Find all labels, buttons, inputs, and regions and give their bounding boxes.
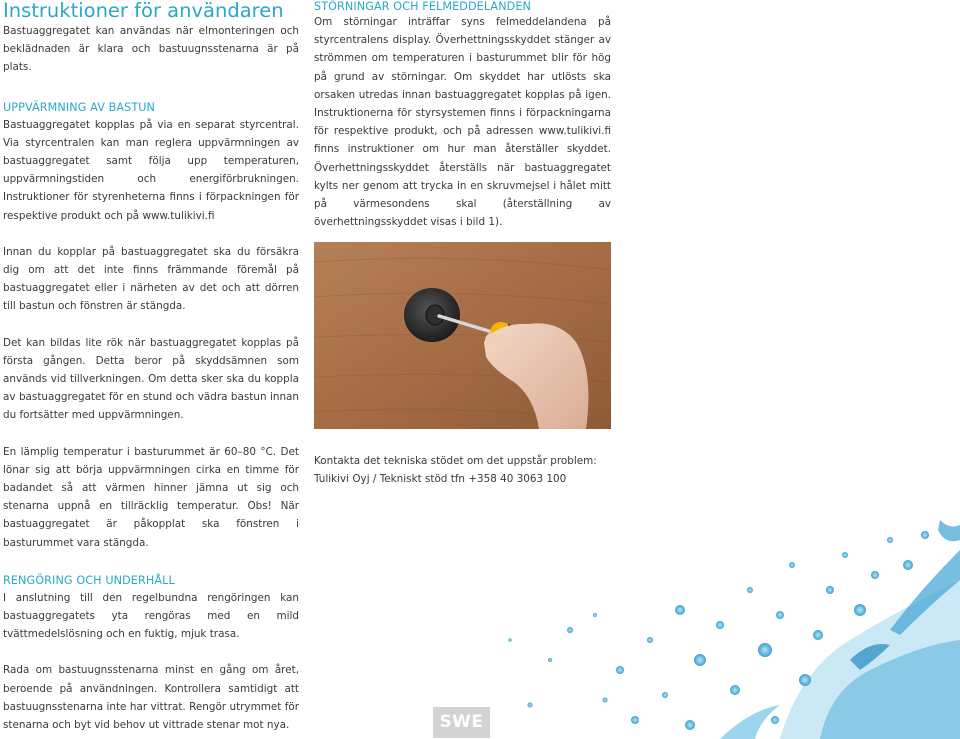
smoke-paragraph: Det kan bildas lite rök när bastuaggregatet kopplas på första gången. Detta beror på skyddsämnen som används vid tillverkningen. Om detta sker ska du koppla av bastuaggregatet för en stund och vädra bastun innan du fortsätter med uppvärmningen. <box>3 336 299 422</box>
cleaning-heading: RENGÖRING OCH UNDERHÅLL <box>3 573 175 587</box>
contact-phone-line: Tulikivi Oyj / Tekniskt stöd tfn +358 40 3063 100 <box>314 473 567 486</box>
figure-1-photo <box>314 242 611 429</box>
left-column <box>3 0 299 734</box>
contact-paragraph: Kontakta det tekniska stödet om det uppstår problem: <box>314 455 597 467</box>
overheat-reset-illustration <box>314 242 611 429</box>
intro-paragraph: Bastuaggregatet kan användas när elmonteringen och beklädnaden är klara och bastuugnsstenarna är på plats. <box>3 25 299 74</box>
temperature-paragraph: En lämplig temperatur i basturummet är 60–80 °C. Det lönar sig att börja uppvärmningen cirka en timme för badandet så att värmen hinner jämna ut sig och stenarna uppnå en tillräcklig temperatur. Obs! När bastuaggregatet är påkopplat ska fönstren i basturummet vara stängda. <box>3 445 299 549</box>
language-badge: SWE <box>433 707 490 738</box>
page-title: Instruktioner för användaren <box>3 0 284 22</box>
stones-paragraph: Rada om bastuugnsstenarna minst en gång om året, beroende på användningen. Kontrollera samtidigt att bastuugnsstenarna inte har vittrat. Rengör utrymmet för stenarna och byt vid behov ut vittrade stenar mot nya. <box>3 664 299 732</box>
faults-paragraph: Om störningar inträffar syns felmeddelandena på styrcentralens display. Överhettningsskyddet stänger av strömmen om temperaturen i basturummet blir för hög på grund av störningar. Om skyddet har utlösts ska orsaken utredas innan bastuaggregatet kopplas på igen. Instruktionerna för styrsystemen finns i förpackningarna för respektive produkt, och på adressen www.tulikivi.fi finns instruktioner om hur man återställer skyddet. Överhettningsskyddet återställs när bastuaggregatet kylts ner genom att trycka in en skruvmejsel i hålet mitt på värmesondens skal (återställning av överhettningsskyddet visas i bild 1). <box>314 16 611 229</box>
heating-paragraph: Bastuaggregatet kopplas på via en separat styrcentral. Via styrcentralen kan man reglera uppvärmningen av bastuaggregatet samt följa upp temperaturen, uppvärmningstiden och energiförbrukningen. Instruktioner för styrenheterna finns i förpackningen för respektive produkt och på www.tulikivi.fi <box>3 118 299 222</box>
right-column <box>314 0 611 257</box>
check-paragraph: Innan du kopplar på bastuaggregatet ska du försäkra dig om att det inte finns främmande föremål på bastuaggregatet eller i närheten av det och att dörren till bastun och fönstren är stängda. <box>3 245 299 313</box>
contact-block <box>314 452 611 488</box>
water-splash-decoration <box>420 520 960 739</box>
heating-heading: UPPVÄRMNING AV BASTUN <box>3 100 156 114</box>
cleaning-paragraph: I anslutning till den regelbundna rengöringen kan bastuaggregatets yta rengöras med en mild tvättmedelslösning och en fuktig, mjuk trasa. <box>3 591 299 641</box>
faults-heading: STÖRNINGAR OCH FELMEDDELANDEN <box>314 0 532 13</box>
